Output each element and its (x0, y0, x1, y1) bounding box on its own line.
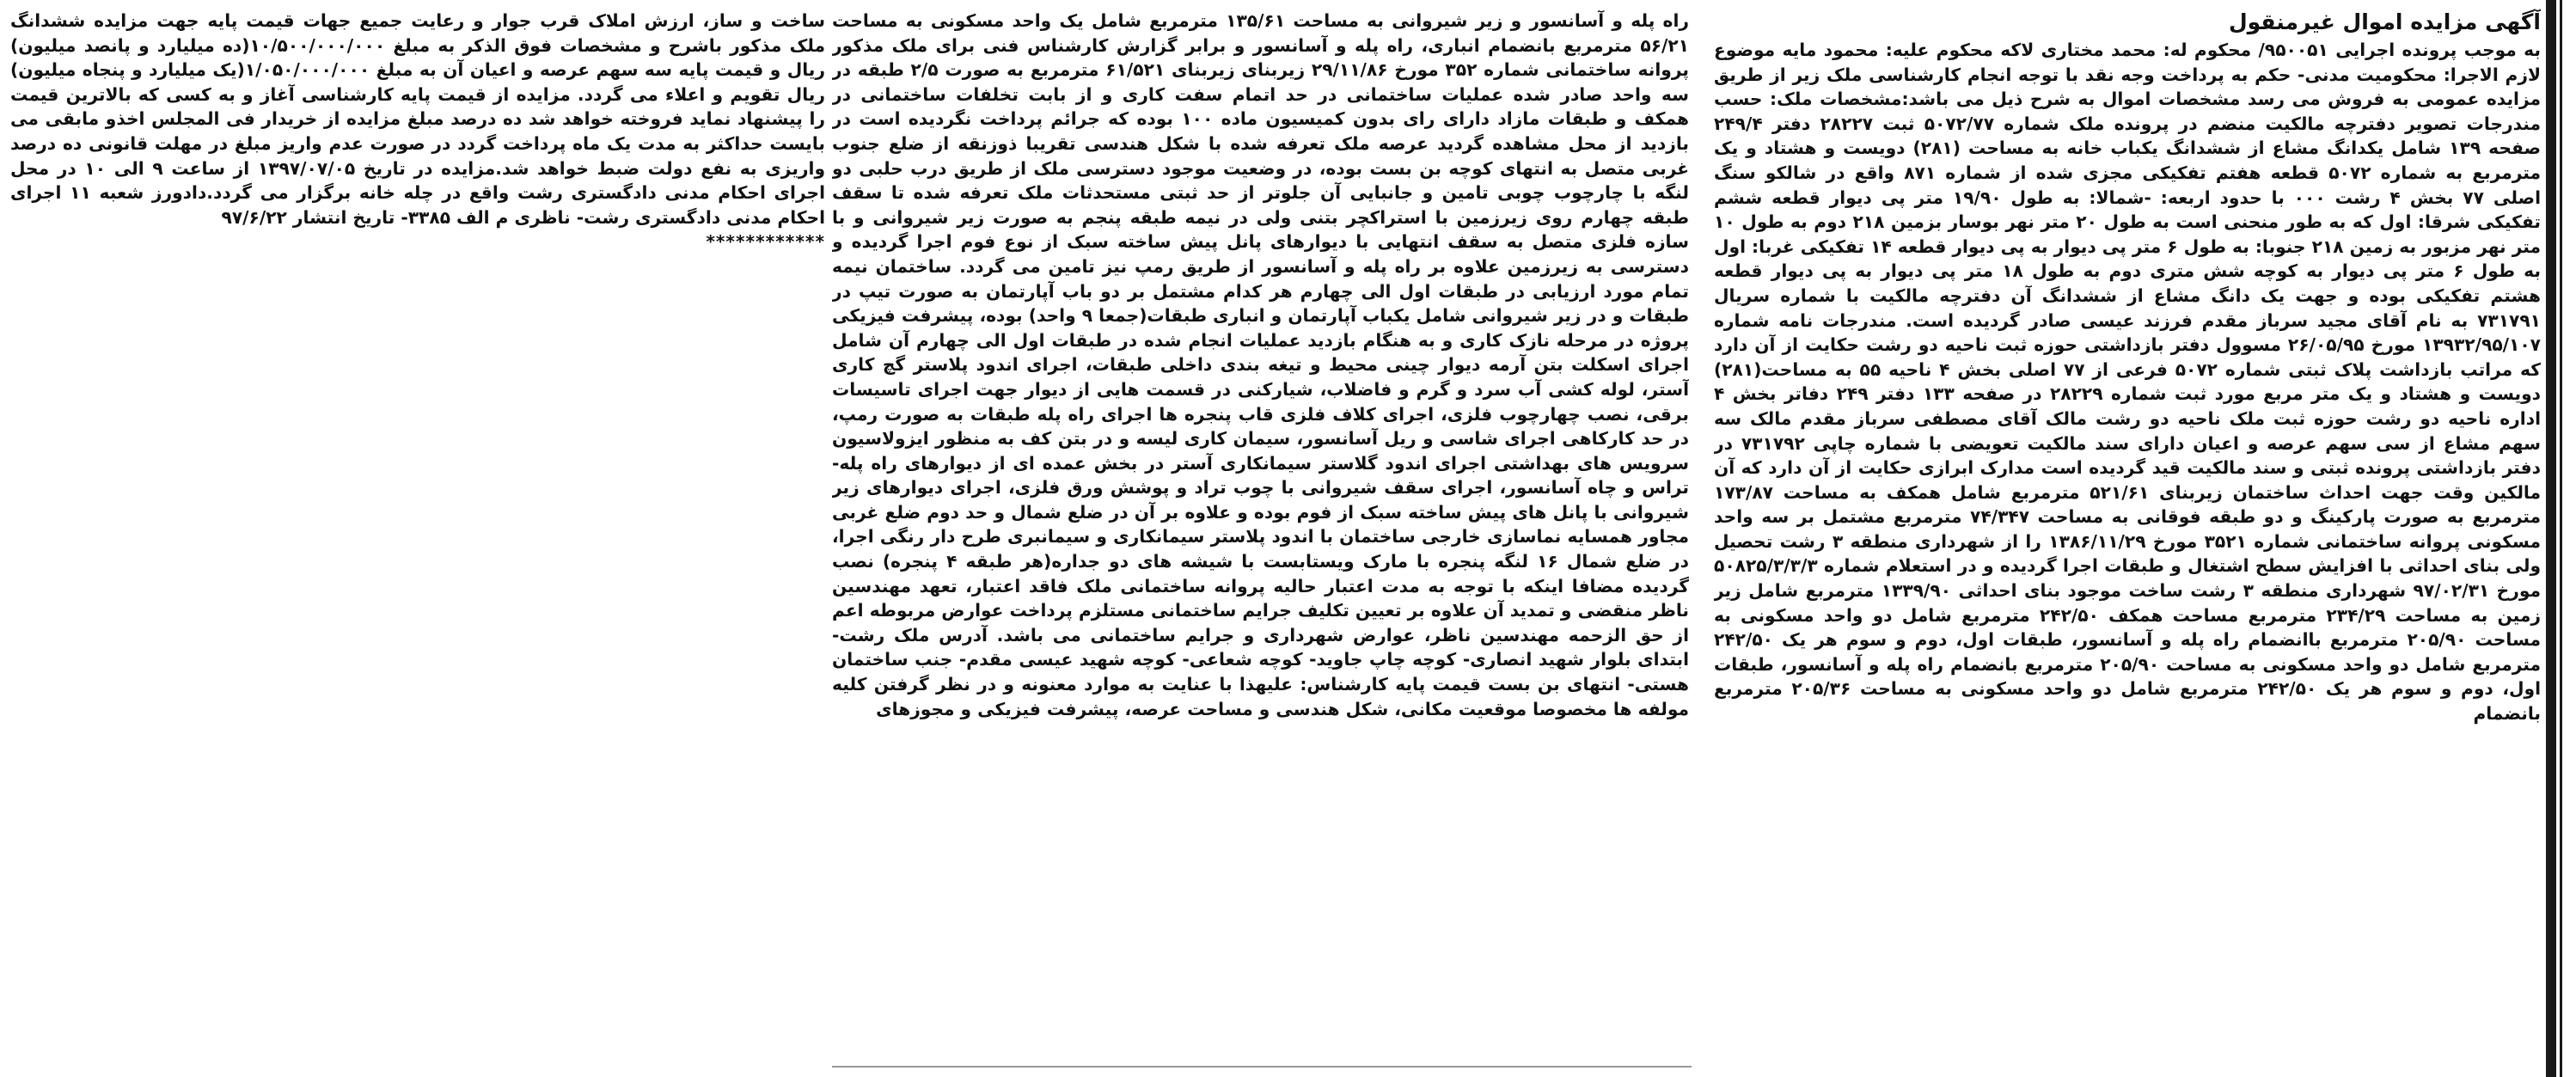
middle-column-bottom-rule (832, 1066, 1692, 1068)
ad-column-right-text: به موجب پرونده اجرایی ۹۵۰۰۵۱/ محکوم له: محمد مختاری لاکه محکوم علیه: محمود مایه موضوع لازم الاجرا: محکومیت مدنی- حکم به پرداخت وجه نقد با توجه انجام کارشناسی ملک زیر از طریق مزایده عمومی به فروش می رسد مشخصات اموال به شرح ذیل می باشد:مشخصات ملک: حسب مندرجات تصویر دفترچه مالکیت منضم در پرونده ملک شماره ۵۰۷۲/۷۷ ثبت ۲۸۲۲۷ دفتر ۲۴۹/۴ صفحه ۱۳۹ شامل یکدانگ مشاع از ششدانگ یکباب خانه به مساحت (۲۸۱) دویست و هشتاد و یک مترمربع به شماره ۵۰۷۲ قطعه هفتم تفکیکی مجزی شده از شماره ۸۷۱ واقع در شالکو سنگ اصلی ۷۷ بخش ۴ رشت ۰۰۰ با حدود اربعه: -شمالا: به طول ۱۹/۹۰ متر پی دیوار قطعه ششم تفکیکی شرقا: اول که به طور منحنی است به طول ۲۰ متر نهر بوسار بزمین ۲۱۸ دوم به طول ۱۰ متر نهر مزبور به زمین ۲۱۸ جنوبا: به طول ۶ متر پی دیوار به پی دیوار قطعه ۱۴ تفکیکی غربا: اول به طول ۶ متر پی دیوار به کوچه شش متری دوم به طول ۱۸ متر پی دیوار به پی دیوار قطعه هشتم تفکیکی بوده و جهت یک دانگ مشاع از ششدانگ آن دفترچه مالکیت با شماره سریال ۷۳۱۷۹۱ به نام آقای مجید سرباز مقدم فرزند عیسی صادر گردیده است. مندرجات نامه شماره ۱۳۹۳۲/۹۵/۱۰۷ مورخ ۲۶/۰۵/۹۵ مسوول دفتر بازداشتی حوزه ثبت ناحیه دو رشت حکایت از آن دارد که مراتب بازداشت پلاک ثبتی شماره ۵۰۷۲ فرعی از ۷۷ اصلی بخش ۴ ناحیه ۵۵ به مساحت(۲۸۱) دویست و هشتاد و یک متر مربع مورد ثبت شماره ۲۸۲۲۹ در صفحه ۱۳۳ دفتر ۲۴۹ دفاتر بخش ۴ اداره ناحیه دو رشت حوزه ثبت ملک ناحیه دو رشت مالک آقای مصطفی سرباز مقدم مالک سه سهم مشاع از سی سهم عرصه و اعیان دارای سند مالکیت تعویضی با شماره چاپی ۷۳۱۷۹۲ در دفتر بازداشتی پرونده ثبتی و سند مالکیت قید گردیده است مدارک ابرازی حکایت از آن دارد که آن مالکین وقت جهت احداث ساختمان زیربنای ۵۲۱/۶۱ مترمربع شامل همکف به مساحت ۱۷۳/۸۷ مترمربع به صورت پارکینگ و دو طبقه فوقانی به مساحت ۷۴/۳۴۷ مترمربع مشتمل بر سه واحد مسکونی پروانه ساختمانی شماره ۳۵۲۱ مورخ ۱۳۸۶/۱۱/۲۹ را از شهرداری منطقه ۳ رشت تحصیل ولی بنای احداثی با افزایش سطح اشتغال و طبقات اجرا گردیده و در استعلام شماره ۵۰۸۲۵/۳/۳/۳ مورخ ۹۷/۰۲/۳۱ شهرداری منطقه ۳ رشت ساخت موجود بنای احداثی ۱۳۳۹/۹۰ مترمربع شامل زیر زمین به مساحت ۲۳۴/۲۹ مترمربع مساحت همکف ۲۴۲/۵۰ مترمربع شامل دو واحد مسکونی به مساحت ۲۰۵/۹۰ مترمربع باانضمام راه پله و آسانسور، طبقات اول، دوم و سوم هر یک ۲۴۲/۵۰ مترمربع شامل دو واحد مسکونی به مساحت ۲۰۵/۹۰ مترمربع بانضمام راه پله و آسانسور، طبقات اول، دوم و سوم هر یک ۲۴۲/۵۰ مترمربع شامل دو واحد مسکونی به مساحت ۲۰۵/۳۶ مترمربع بانضمام (1714, 40, 2541, 725)
ad-column-left (10, 9, 825, 387)
right-margin-bar (2546, 0, 2556, 1077)
ad-column-right (1714, 9, 2541, 1073)
ad-column-middle-text: راه پله و آسانسور و زیر شیروانی به مساحت ۱۳۵/۶۱ مترمربع شامل یک واحد مسکونی به مساحت ۵۶/۲۱ مترمربع بانضمام انباری، راه پله و آسانسور و برابر گزارش کارشناس فنی برای ملک مذکور پروانه ساختمانی شماره ۳۵۲ مورخ ۲۹/۱۱/۸۶ زیربنای زیربنای ۶۱/۵۲۱ مترمربع به صورت ۲/۵ طبقه در سه واحد صادر شده عملیات ساختمانی در حد اتمام سفت کاری و از بابت تخلفات ساختمانی در همکف و طبقات مازاد دارای رای بدون کمیسیون ماده ۱۰۰ بوده که جرائم پرداخت نگردیده است در بازدید از محل مشاهده گردید عرصه ملک تعرفه شده با شکل هندسی تقریبا ذوزنقه از ضلع جنوب غربی متصل به انتهای کوچه بن بست بوده، در وضعیت موجود دسترسی ملک از طریق درب حلبی دو لنگه با چارچوب چوبی تامین و جانبایی آن جلوتر از حد ثبتی مستحدثات ملک تعرفه شده تا سقف طبقه چهارم روی زیرزمین با استراکچر بتنی ولی در نیمه طبقه پنجم به صورت زیر شیروانی و با سازه فلزی متصل به سقف انتهایی با دیوارهای پانل پیش ساخته سبک از نوع فوم اجرا گردیده و دسترسی به زیرزمین علاوه بر راه پله و آسانسور از طریق رمپ نیز تامین می گردد. ساختمان نیمه تمام مورد ارزیابی در طبقات اول الی چهارم هر کدام مشتمل بر دو باب آپارتمان به صورت تیپ در طبقات و در زیر شیروانی شامل یکباب آپارتمان و انباری طبقات(جمعا ۹ واحد) بوده، پیشرفت فیزیکی پروژه در مرحله نازک کاری و به هنگام بازدید عملیات انجام شده در طبقات اول الی چهارم آن شامل اجرای اسکلت بتن آرمه دیوار چینی محیط و تیغه بندی داخلی طبقات، اجرای اندود پلاستر گچ کاری آستر، لوله کشی آب سرد و گرم و فاضلاب، شیارکنی در قسمت هایی از دیوار جهت اجرای تاسیسات برقی، نصب چهارچوب فلزی، اجرای کلاف فلزی قاب پنجره ها اجرای راه پله طبقات به صورت رمپ، در حد کارکاهی اجرای شاسی و ریل آسانسور، سیمان کاری لیسه و در بتن کف به منظور ایزولاسیون سرویس های بهداشتی اجرای اندود گلاستر سیمانکاری آستر در بخش عمده ای از دیوارهای راه پله- تراس و چاه آسانسور، اجرای سقف شیروانی با چوب تراد و پوشش ورق فلزی، اجرای دیوارهای زیر شیروانی با پانل های پیش ساخته سبک از فوم بوده و علاوه بر آن در ضلع شمال و حد دوم ضلع غربی مجاور همسایه نماسازی خارجی ساختمان با اندود پلاستر سیمانکاری و سیمانبری طرح دار رنگی اجرا، در ضلع شمال ۱۶ لنگه پنجره با مارک ویستابست با شیشه های دو جداره(هر طبقه ۴ پنجره) نصب گردیده مضافا اینکه با توجه به مدت اعتبار حالیه پروانه ساختمانی ملک فاقد اعتبار، تعهد مهندسین ناظر منقضی و تمدید آن علاوه بر تعیین تکلیف جرایم ساختمانی مستلزم پرداخت عوارض مربوطه اعم از حق الزحمه مهندسین ناظر، عوارض شهرداری و جرایم ساختمانی می باشد. آدرس ملک رشت- ابتدای بلوار شهید انصاری- کوچه چاپ جاوید- کوچه شعاعی- کوچه شهید عیسی مقدم- جنب ساختمان هستی- انتهای بن بست قیمت پایه کارشناس: علیهذا با عنایت به موارد معنونه و در نظر گرفتن کلیه مولفه ها مخصوصا موقعیت مکانی، شکل هندسی و مساحت عرصه، پیشرفت فیزیکی و مجوزهای (832, 10, 1689, 719)
ad-end-stars: ************ (706, 231, 825, 253)
ad-column-left-text: ساخت و ساز، ارزش املاک قرب جوار و رعایت جمیع جهات قیمت پایه جهت مزایده ششدانگ ملک مذکور باشرح و مشخصات فوق الذکر به مبلغ ۱۰/۵۰۰/۰۰۰/۰۰۰(ده میلیارد و پانصد میلیون) ریال و قیمت پایه سه سهم عرصه و اعیان آن به مبلغ ۱/۰۵۰/۰۰۰/۰۰۰(یک میلیارد و پنجاه میلیون) ریال تقویم و اعلاء می گردد. مزایده از قیمت پایه کارشناسی آغاز و به کسی که بالاترین قیمت را پیشنهاد نماید فروخته خواهد شد ده درصد مبلغ مزایده از خریدار فی المجلس اخذو مابقی می بایست حداکثر به مدت یک ماه پرداخت گردد در صورت عدم واریز مبلغ در مهلت قانونی ده درصد واریزی به نفع دولت ضبط خواهد شد.مزایده در تاریخ ۱۳۹۷/۰۷/۰۵ از ساعت ۹ الی ۱۰ در محل اجرای احکام مدنی دادگستری رشت واقع در چله خانه برگزار می گردد.دادورز شعبه ۱۱ اجرای احکام مدنی دادگستری رشت- ناظری م الف ۳۳۸۵- تاریخ انتشار ۹۷/۶/۲۲ (10, 10, 825, 228)
ad-column-middle (832, 9, 1689, 1062)
right-margin-thin-bar (2560, 0, 2562, 1077)
ad-title: آگهی مزایده اموال غیرمنقول (2228, 9, 2541, 34)
